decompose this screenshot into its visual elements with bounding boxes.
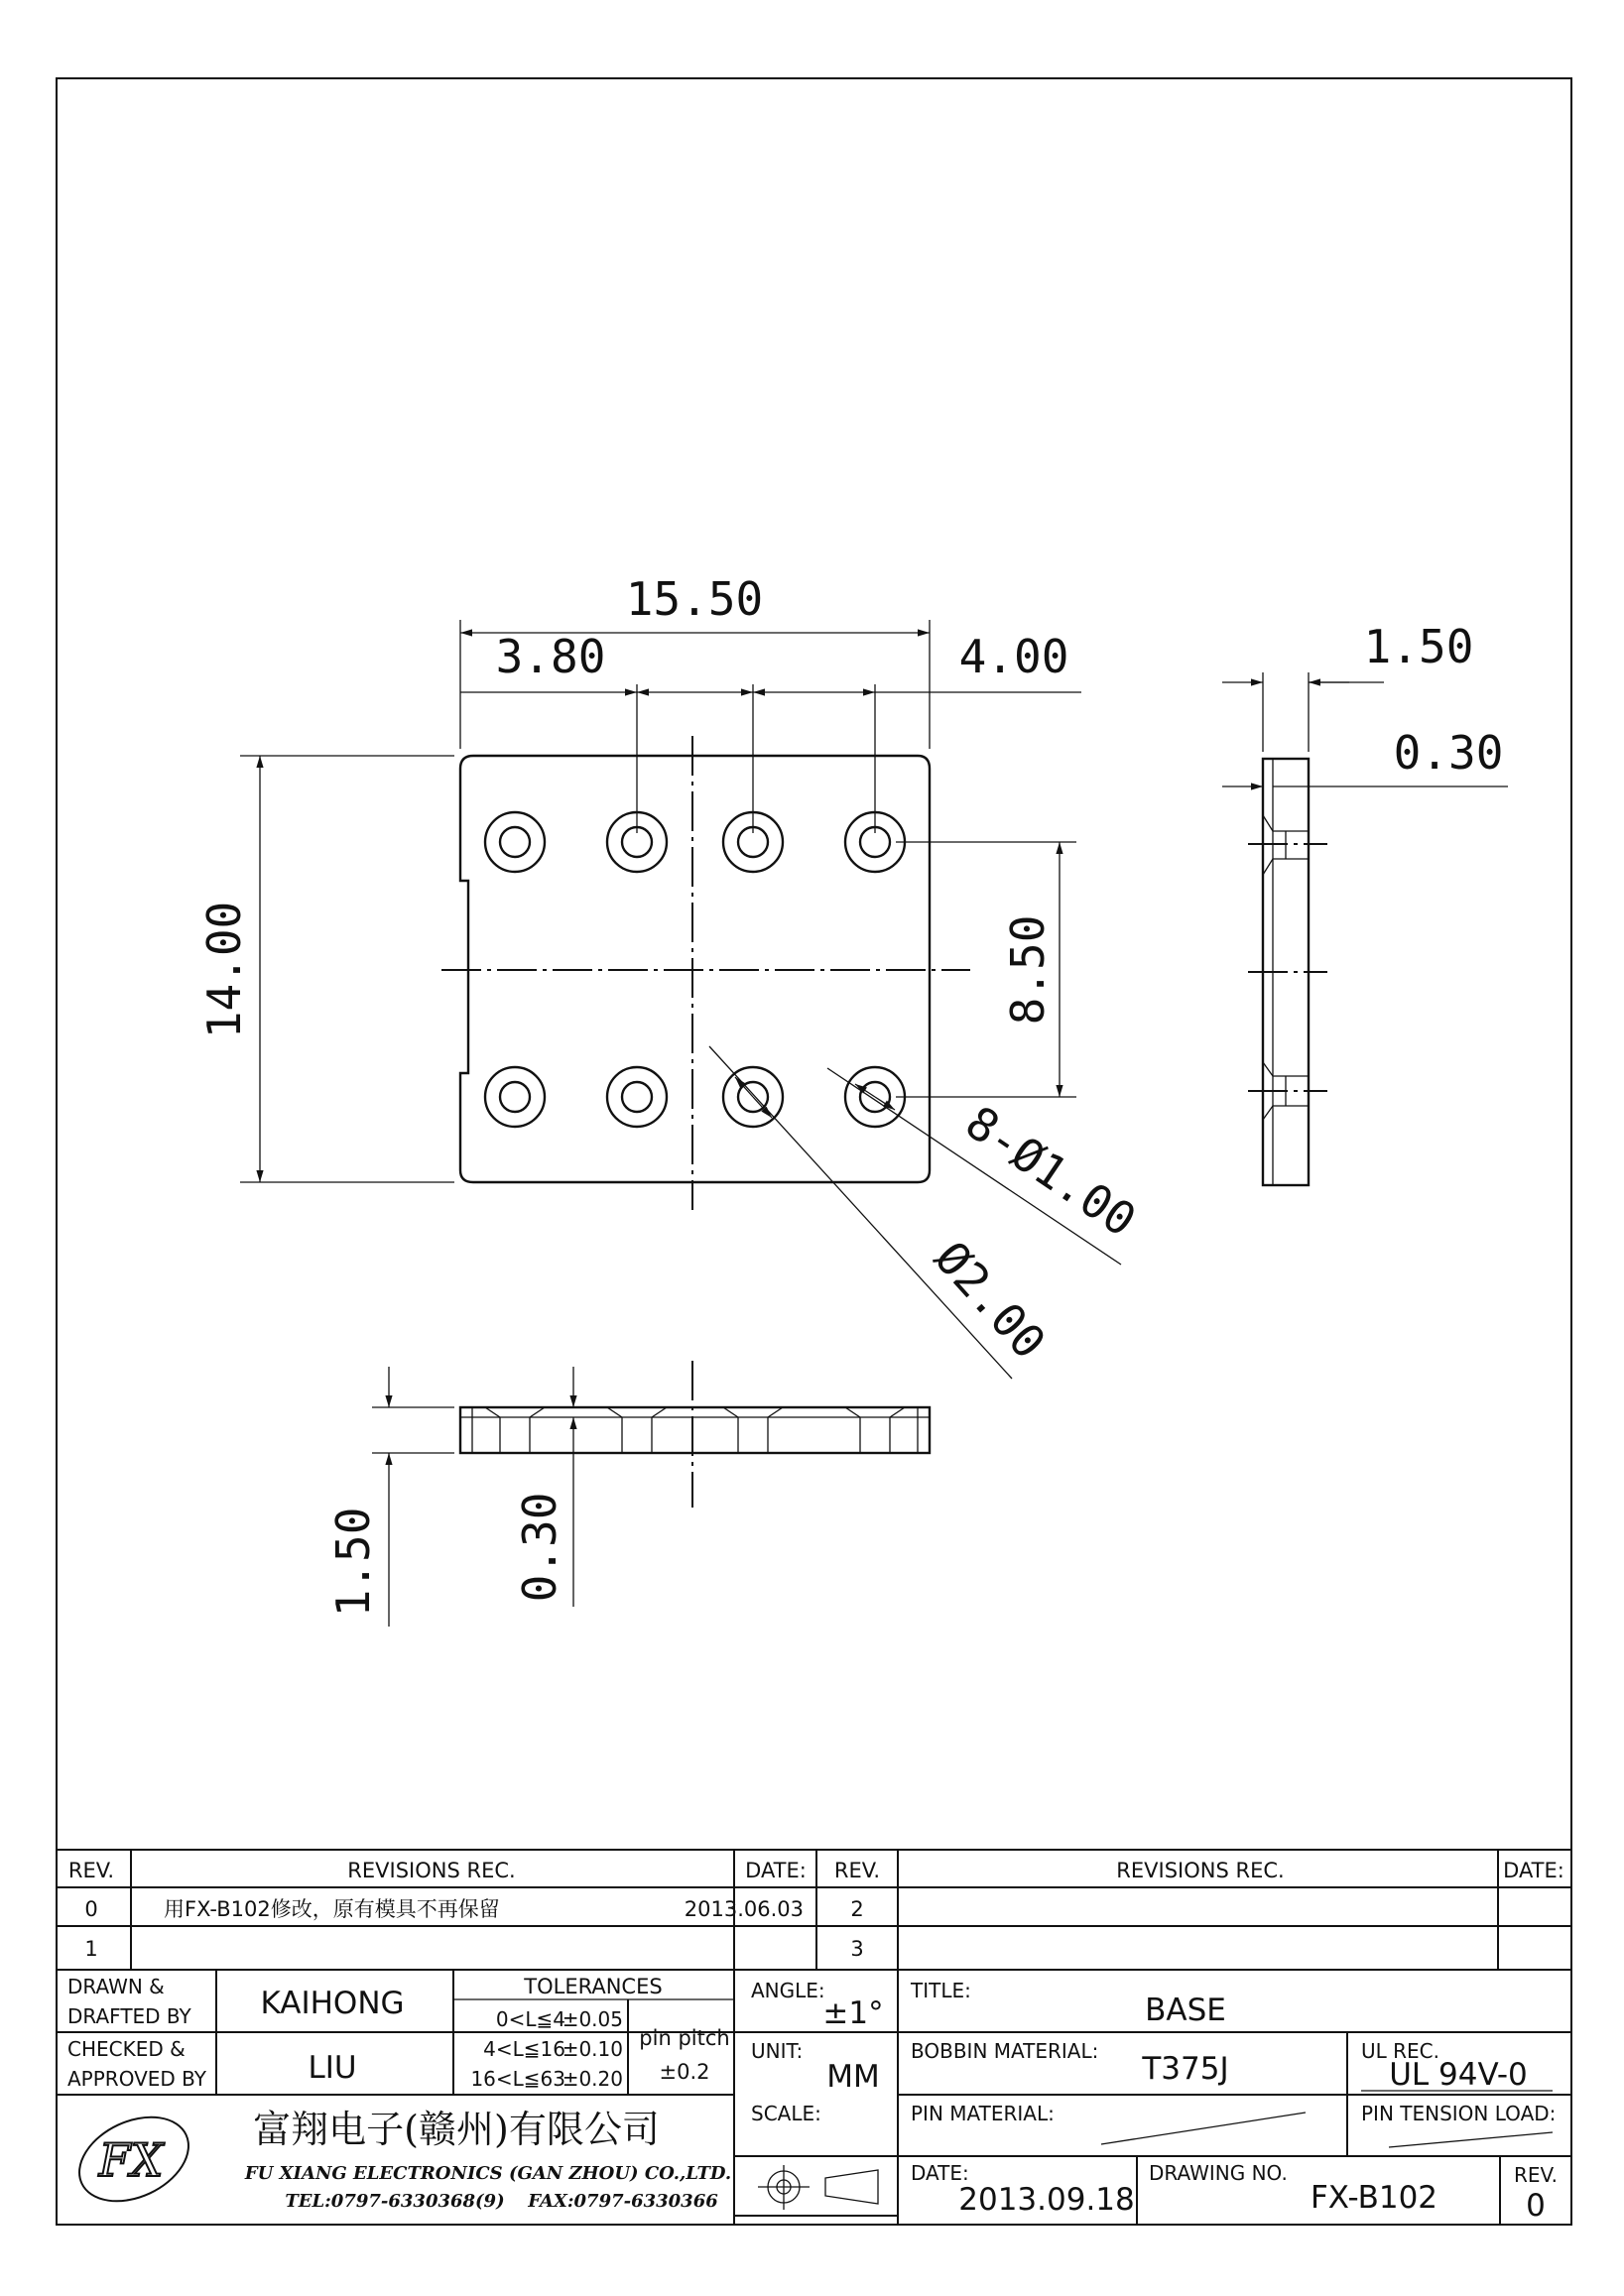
svg-text:FX: FX <box>98 2133 164 2187</box>
unit-value: MM <box>826 2059 880 2095</box>
dim-text-15-50: 15.50 <box>625 572 764 626</box>
rev-row-2-number: 2 <box>850 1897 864 1921</box>
title-label: TITLE: <box>911 1979 971 2002</box>
pin-tension-blank-line <box>1389 2132 1553 2147</box>
rev-label: REV. <box>1514 2163 1558 2187</box>
pin-pitch-label: pin pitch <box>639 2026 730 2050</box>
rev-row-0-date: 2013.06.03 <box>684 1897 804 1921</box>
revisions-header-left: REVISIONS REC. <box>347 1859 516 1882</box>
dim-text-front-0-30: 0.30 <box>513 1492 566 1603</box>
tolerances-label: TOLERANCES <box>524 1975 663 1998</box>
rev-row-0-text: 用FX-B102修改，原有模具不再保留 <box>164 1897 500 1921</box>
tolerance-range-3: 16<L≦63 <box>470 2067 565 2091</box>
date-label: DATE: <box>911 2161 969 2185</box>
tolerance-range-1: 0<L≦4 <box>495 2007 565 2031</box>
bobbin-material-label: BOBBIN MATERIAL: <box>911 2039 1099 2063</box>
approved-label: APPROVED BY <box>67 2067 207 2091</box>
rev-header-left: REV. <box>67 1859 115 1882</box>
drafted-label: DRAFTED BY <box>67 2004 191 2028</box>
pin-hole <box>485 812 545 872</box>
dim-text-side-0-30: 0.30 <box>1393 726 1504 780</box>
pin-tension-label: PIN TENSION LOAD: <box>1361 2102 1557 2125</box>
title-value: BASE <box>1145 1993 1226 2028</box>
drawing-no-value: FX-B102 <box>1310 2180 1438 2216</box>
dim-text-hole-spec: 8-Ø1.00 <box>955 1095 1146 1248</box>
company-tel: TEL:0797-6330368(9) <box>285 2191 505 2212</box>
company-name-en: FU XIANG ELECTRONICS (GAN ZHOU) CO.,LTD. <box>244 2163 732 2184</box>
front-view <box>460 1361 930 1508</box>
ul-rec-label: UL REC. <box>1361 2039 1439 2063</box>
rev-header-right: REV. <box>833 1859 881 1882</box>
pin-hole <box>485 1067 545 1127</box>
tolerance-value-2: ±0.10 <box>562 2037 623 2061</box>
dim-overall-height <box>197 756 454 1182</box>
bobbin-material-value: T375J <box>1142 2051 1229 2087</box>
date-header-right: DATE: <box>1503 1859 1564 1882</box>
drawn-label: DRAWN & <box>67 1975 165 1998</box>
dim-text-14-00: 14.00 <box>197 901 251 1039</box>
dim-front-step <box>513 1367 573 1607</box>
rev-value: 0 <box>1526 2188 1546 2224</box>
unit-label: UNIT: <box>751 2039 804 2063</box>
dim-front-thickness <box>326 1367 454 1627</box>
company-fax: FAX:0797-6330366 <box>528 2191 718 2212</box>
tolerance-value-1: ±0.05 <box>562 2007 623 2031</box>
revisions-header-right: REVISIONS REC. <box>1116 1859 1285 1882</box>
pin-material-blank-line <box>1101 2113 1306 2144</box>
tolerance-range-2: 4<L≦16 <box>483 2037 565 2061</box>
rev-row-0-number: 0 <box>84 1897 98 1921</box>
top-view <box>441 736 970 1210</box>
company-name-cn: 富翔电子(赣州)有限公司 <box>253 2108 660 2151</box>
dim-text-4-00: 4.00 <box>958 630 1069 683</box>
pin-material-label: PIN MATERIAL: <box>911 2102 1055 2125</box>
front-outline <box>460 1407 930 1453</box>
company-logo-icon <box>65 2101 201 2218</box>
drawing-no-label: DRAWING NO. <box>1149 2161 1288 2185</box>
rev-row-1-number: 1 <box>84 1937 98 1961</box>
side-view <box>1248 759 1327 1185</box>
angle-value: ±1° <box>822 1995 884 2031</box>
dim-text-front-1-50: 1.50 <box>326 1507 380 1618</box>
rev-row-3-number: 3 <box>850 1937 864 1961</box>
dim-text-8-50: 8.50 <box>1001 914 1055 1026</box>
date-header-left: DATE: <box>745 1859 807 1882</box>
tolerance-value-3: ±0.20 <box>562 2067 623 2091</box>
angle-label: ANGLE: <box>751 1979 825 2002</box>
projection-symbol-icon <box>758 2165 878 2210</box>
checked-label: CHECKED & <box>67 2037 186 2061</box>
dim-text-3-80: 3.80 <box>495 630 606 683</box>
dim-text-pad-diameter: Ø2.00 <box>924 1231 1057 1370</box>
checked-by-value: LIU <box>308 2050 357 2086</box>
scale-label: SCALE: <box>751 2102 821 2125</box>
pin-hole <box>607 1067 667 1127</box>
pin-pitch-value: ±0.2 <box>659 2060 710 2084</box>
dim-text-side-1-50: 1.50 <box>1363 620 1474 673</box>
drawn-by-value: KAIHONG <box>260 1986 405 2021</box>
ul-rec-value: UL 94V-0 <box>1389 2057 1528 2093</box>
date-value: 2013.09.18 <box>958 2182 1135 2218</box>
